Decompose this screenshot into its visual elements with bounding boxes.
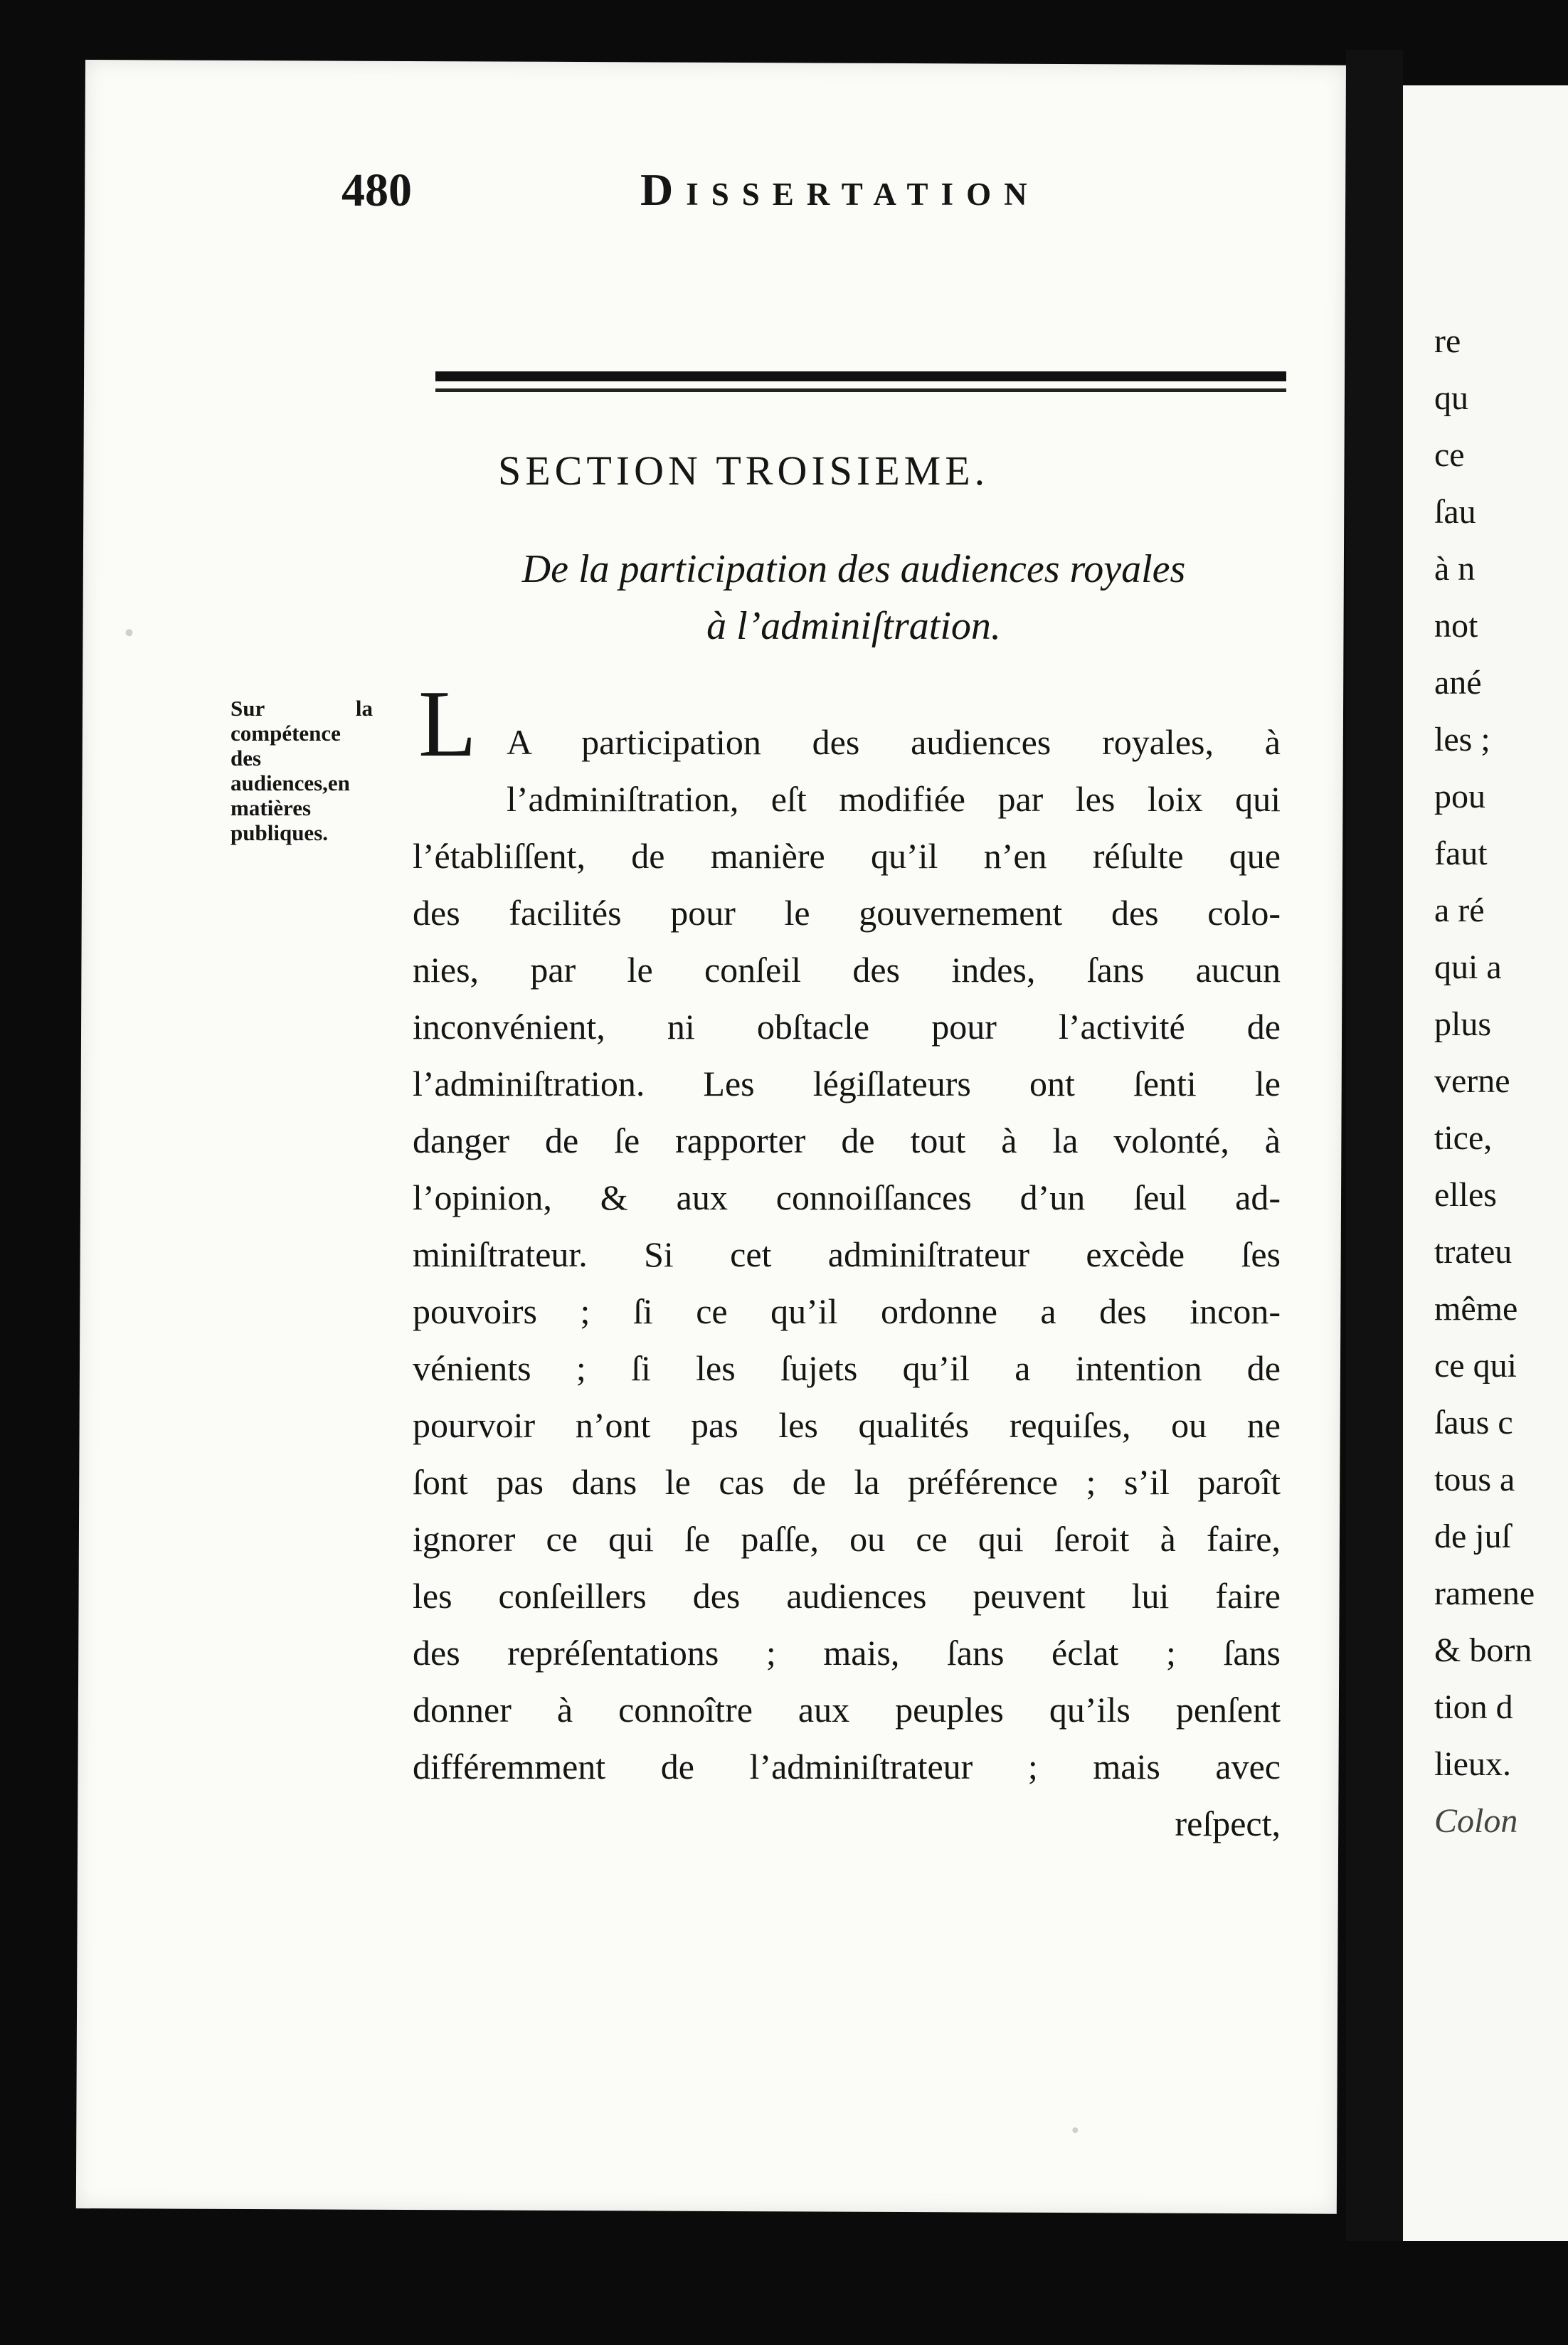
facing-line: tice, [1434, 1119, 1493, 1157]
section-subtitle [413, 541, 1295, 655]
facing-line: Colon [1434, 1802, 1518, 1840]
catchword: reſpect, [1175, 1804, 1281, 1843]
facing-line: faut [1434, 835, 1488, 872]
facing-line: tous a [1434, 1461, 1515, 1498]
text-line: miniſtrateur. Si cet adminiſtrateur excède ſes [413, 1234, 1281, 1274]
facing-line: elles [1434, 1176, 1497, 1214]
text-line: pouvoirs ; ſi ce qu’il ordonne a des incon- [413, 1291, 1281, 1331]
text-line: A participation des audiences royales, à [507, 722, 1281, 762]
subtitle-line: De la participation des audiences royales [521, 547, 1186, 591]
body-text [413, 714, 1281, 1852]
text-line: ignorer ce qui ſe paſſe, ou ce qui ſeroit à faire, [413, 1519, 1281, 1559]
text-line: nies, par le conſeil des indes, ſans aucun [413, 950, 1281, 990]
facing-line: ramene [1434, 1574, 1535, 1612]
facing-line: verne [1434, 1062, 1510, 1100]
head-rule-thin [435, 388, 1286, 392]
text-line: danger de ſe rapporter de tout à la volonté, à [413, 1121, 1281, 1160]
facing-line: pou [1434, 778, 1485, 815]
facing-line: les ; [1434, 721, 1490, 758]
text-line: ſont pas dans le cas de la préférence ; s’il paroît [413, 1462, 1281, 1502]
subtitle-line: à l’adminiſtration. [706, 604, 1001, 648]
facing-line: à n [1434, 550, 1476, 588]
facing-page-text [1434, 313, 1568, 1850]
text-line: des facilités pour le gouvernement des colo- [413, 893, 1281, 933]
facing-line: & born [1434, 1631, 1532, 1669]
paper-speck [1072, 2127, 1078, 2133]
facing-line: ſaus c [1434, 1404, 1513, 1441]
facing-line: ce [1434, 436, 1465, 474]
facing-line: ce qui [1434, 1347, 1517, 1385]
text-line: vénients ; ſi les ſujets qu’il a intention de [413, 1348, 1281, 1388]
page-number: 480 [341, 164, 412, 216]
margin-note: Sur la compétence des audiences,en matières publiques. [231, 696, 373, 845]
facing-line: a ré [1434, 891, 1485, 929]
text-line: les conſeillers des audiences peuvent lui faire [413, 1576, 1281, 1616]
text-line: l’adminiſtration. Les légiſlateurs ont ſenti le [413, 1064, 1281, 1103]
text-line: pourvoir n’ont pas les qualités requiſes, ou ne [413, 1405, 1281, 1445]
facing-line: trateu [1434, 1233, 1513, 1271]
facing-line: not [1434, 607, 1478, 645]
facing-line: plus [1434, 1005, 1492, 1043]
text-line: inconvénient, ni obſtacle pour l’activité de [413, 1007, 1281, 1047]
text-line: l’opinion, & aux connoiſſances d’un ſeul ad- [413, 1177, 1281, 1217]
facing-line: de juſ [1434, 1518, 1511, 1555]
text-line: donner à connoître aux peuples qu’ils penſent [413, 1690, 1281, 1730]
text-line: des repréſentations ; mais, ſans éclat ; ſans [413, 1633, 1281, 1673]
facing-line: tion d [1434, 1688, 1513, 1726]
running-title: Dissertation [640, 164, 1040, 215]
facing-line: même [1434, 1290, 1518, 1328]
facing-line: ſau [1434, 493, 1476, 531]
section-title: SECTION TROISIEME. [498, 448, 990, 494]
facing-line: re [1434, 322, 1461, 360]
text-line: différemment de l’adminiſtrateur ; mais avec [413, 1747, 1281, 1786]
text-line: l’adminiſtration, eſt modifiée par les loix qui [507, 779, 1281, 819]
facing-line: qu [1434, 379, 1468, 417]
drop-cap: L [418, 671, 477, 776]
facing-line: ané [1434, 664, 1482, 702]
facing-line: qui a [1434, 948, 1502, 986]
facing-line: lieux. [1434, 1745, 1511, 1783]
running-head [341, 164, 1295, 221]
text-line: l’établiſſent, de manière qu’il n’en réſulte que [413, 836, 1281, 876]
book-gutter [1346, 50, 1403, 2241]
paper-speck [125, 629, 132, 636]
head-rule [435, 371, 1286, 381]
